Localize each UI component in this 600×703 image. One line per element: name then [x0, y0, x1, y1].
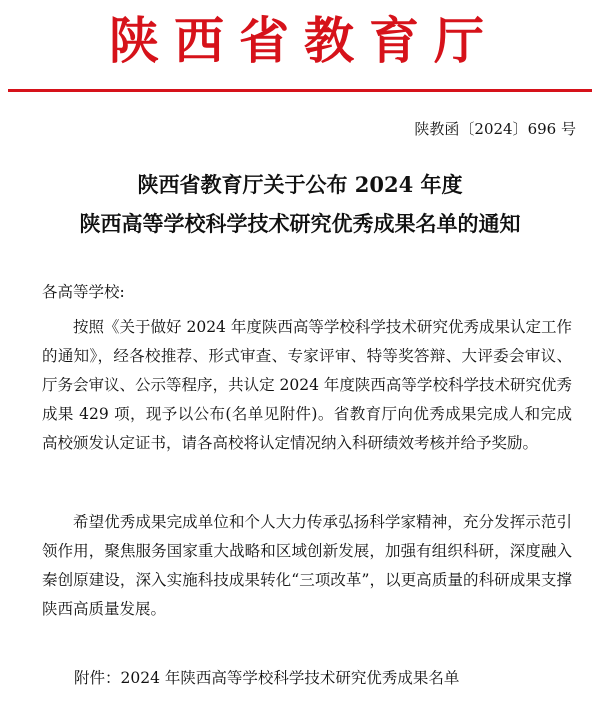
red-header-rule — [8, 89, 592, 92]
body-paragraph-1: 按照《关于做好 2024 年度陕西高等学校科学技术研究优秀成果认定工作的通知》，经各校推荐、形式审查、专家评审、特等奖答辩、大评委会审议、厅务会审议、公示等程序，共认定 2024 年度陕西高等学校科学技术研究优秀成果 429 项，现予以公布(名单见附件)。省教育厅向优秀成果完成人和完成高校颁发认定证书，请各高校将认定情况纳入科研绩效考核并给予奖励。 — [42, 318, 572, 452]
attachment-line: 附件：2024 年陕西高等学校科学技术研究优秀成果名单 — [74, 669, 460, 687]
notice-title-line-1: 陕西省教育厅关于公布 2024 年度 — [137, 172, 463, 197]
notice-title-line-2: 陕西高等学校科学技术研究优秀成果名单的通知 — [79, 211, 521, 236]
salutation: 各高等学校: — [42, 283, 125, 301]
issuer-masthead: 陕西省教育厅 — [109, 11, 499, 70]
document-number: 陕教函〔2024〕696 号 — [414, 120, 576, 138]
body-paragraph-2: 希望优秀成果完成单位和个人大力传承弘扬科学家精神，充分发挥示范引领作用，聚焦服务国家重大战略和区域创新发展，加强有组织科研，深度融入秦创原建设，深入实施科技成果转化“三项改革”，以更高质量的科研成果支撑陕西高质量发展。 — [42, 513, 572, 618]
